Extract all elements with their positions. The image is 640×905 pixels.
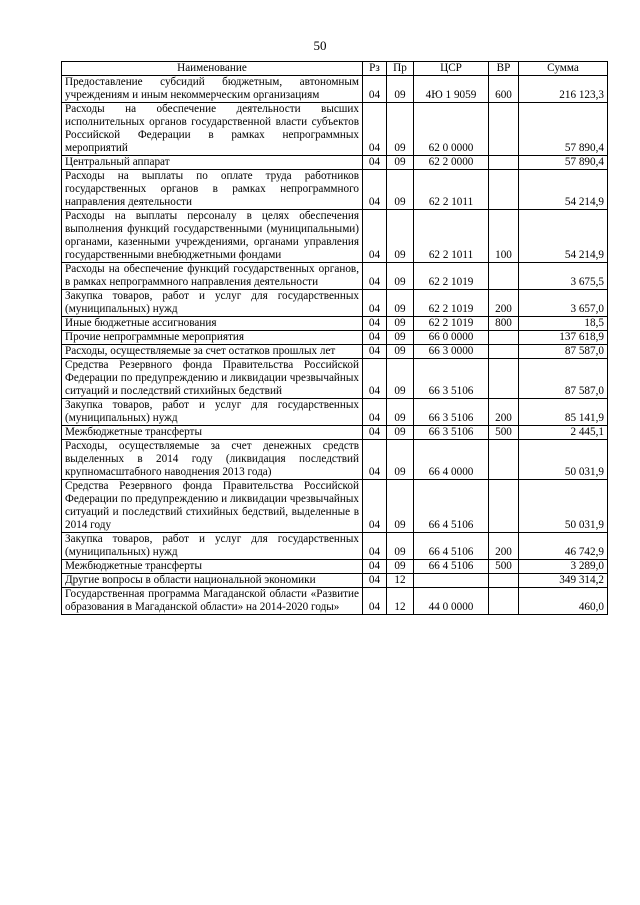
row-rz: 04 xyxy=(363,359,387,399)
row-name: Расходы, осуществляемые за счет остатков прошлых лет xyxy=(62,345,363,359)
table-row xyxy=(62,399,608,426)
table-row xyxy=(62,533,608,560)
table-row xyxy=(62,345,608,359)
row-rz: 04 xyxy=(363,574,387,588)
row-rz: 04 xyxy=(363,345,387,359)
row-csr: 62 2 1019 xyxy=(414,317,489,331)
table-row xyxy=(62,103,608,156)
row-name: Закупка товаров, работ и услуг для государственных (муниципальных) нужд xyxy=(62,290,363,317)
row-rz: 04 xyxy=(363,560,387,574)
row-csr: 62 2 1019 xyxy=(414,290,489,317)
row-csr: 66 0 0000 xyxy=(414,331,489,345)
row-pr: 09 xyxy=(387,331,414,345)
row-pr: 09 xyxy=(387,156,414,170)
row-pr: 09 xyxy=(387,290,414,317)
header-sum: Сумма xyxy=(519,62,608,76)
row-pr: 12 xyxy=(387,574,414,588)
row-pr: 09 xyxy=(387,170,414,210)
row-csr: 66 4 5106 xyxy=(414,480,489,533)
row-name: Межбюджетные трансферты xyxy=(62,426,363,440)
row-csr: 66 4 5106 xyxy=(414,533,489,560)
table-header-row xyxy=(62,62,608,76)
row-name: Средства Резервного фонда Правительства Российской Федерации по предупреждению и ликвидации чрезвычайных ситуаций и последствий стихийных бедствий xyxy=(62,359,363,399)
row-csr: 66 3 0000 xyxy=(414,345,489,359)
row-sum: 57 890,4 xyxy=(519,103,608,156)
row-rz: 04 xyxy=(363,210,387,263)
row-sum: 216 123,3 xyxy=(519,76,608,103)
row-vr xyxy=(489,331,519,345)
row-rz: 04 xyxy=(363,480,387,533)
row-rz: 04 xyxy=(363,170,387,210)
row-sum: 57 890,4 xyxy=(519,156,608,170)
row-vr: 100 xyxy=(489,210,519,263)
row-csr: 66 3 5106 xyxy=(414,426,489,440)
row-pr: 09 xyxy=(387,103,414,156)
row-vr xyxy=(489,345,519,359)
row-rz: 04 xyxy=(363,588,387,615)
row-name: Расходы на обеспечение деятельности высших исполнительных органов государственной власти субъектов Российской Федерации в рамках непрограммных мероприятий xyxy=(62,103,363,156)
row-pr: 09 xyxy=(387,359,414,399)
row-rz: 04 xyxy=(363,76,387,103)
header-csr: ЦСР xyxy=(414,62,489,76)
row-name: Расходы, осуществляемые за счет денежных средств выделенных в 2014 году (ликвидация последствий крупномасштабного наводнения 2013 года) xyxy=(62,440,363,480)
table-row xyxy=(62,480,608,533)
row-sum: 460,0 xyxy=(519,588,608,615)
row-name: Закупка товаров, работ и услуг для государственных (муниципальных) нужд xyxy=(62,399,363,426)
row-vr xyxy=(489,359,519,399)
row-vr: 200 xyxy=(489,533,519,560)
row-csr: 62 2 1011 xyxy=(414,170,489,210)
table-row xyxy=(62,359,608,399)
row-sum: 50 031,9 xyxy=(519,480,608,533)
row-sum: 18,5 xyxy=(519,317,608,331)
table-row xyxy=(62,426,608,440)
table-row xyxy=(62,156,608,170)
row-vr: 200 xyxy=(489,399,519,426)
page-number: 50 xyxy=(313,38,327,53)
table-row xyxy=(62,331,608,345)
row-csr: 4Ю 1 9059 xyxy=(414,76,489,103)
header-name: Наименование xyxy=(62,62,363,76)
row-sum: 50 031,9 xyxy=(519,440,608,480)
header-pr: Пр xyxy=(387,62,414,76)
row-vr: 600 xyxy=(489,76,519,103)
row-vr: 500 xyxy=(489,426,519,440)
row-name: Расходы на выплаты по оплате труда работников государственных органов в рамках непрограммного направления деятельности xyxy=(62,170,363,210)
table-row xyxy=(62,170,608,210)
row-csr xyxy=(414,574,489,588)
row-sum: 137 618,9 xyxy=(519,331,608,345)
row-rz: 04 xyxy=(363,103,387,156)
row-rz: 04 xyxy=(363,290,387,317)
row-rz: 04 xyxy=(363,440,387,480)
row-csr: 62 0 0000 xyxy=(414,103,489,156)
row-csr: 62 2 1019 xyxy=(414,263,489,290)
row-rz: 04 xyxy=(363,331,387,345)
row-sum: 85 141,9 xyxy=(519,399,608,426)
row-vr: 500 xyxy=(489,560,519,574)
row-pr: 09 xyxy=(387,345,414,359)
row-vr xyxy=(489,170,519,210)
row-pr: 12 xyxy=(387,588,414,615)
row-name: Межбюджетные трансферты xyxy=(62,560,363,574)
row-vr xyxy=(489,103,519,156)
row-sum: 46 742,9 xyxy=(519,533,608,560)
row-csr: 66 4 0000 xyxy=(414,440,489,480)
row-sum: 54 214,9 xyxy=(519,170,608,210)
row-pr: 09 xyxy=(387,210,414,263)
row-name: Закупка товаров, работ и услуг для государственных (муниципальных) нужд xyxy=(62,533,363,560)
row-rz: 04 xyxy=(363,263,387,290)
row-name: Иные бюджетные ассигнования xyxy=(62,317,363,331)
row-vr xyxy=(489,156,519,170)
table-row xyxy=(62,76,608,103)
header-rz: Рз xyxy=(363,62,387,76)
row-name: Предоставление субсидий бюджетным, автономным учреждениям и иным некоммерческим организациям xyxy=(62,76,363,103)
row-sum: 87 587,0 xyxy=(519,345,608,359)
row-sum: 3 657,0 xyxy=(519,290,608,317)
table-row xyxy=(62,440,608,480)
row-name: Государственная программа Магаданской области «Развитие образования в Магаданской области» на 2014-2020 годы» xyxy=(62,588,363,615)
row-pr: 09 xyxy=(387,426,414,440)
row-vr xyxy=(489,440,519,480)
row-sum: 3 675,5 xyxy=(519,263,608,290)
table-row xyxy=(62,210,608,263)
budget-table xyxy=(61,61,608,615)
row-name: Расходы на выплаты персоналу в целях обеспечения выполнения функций государственными (муниципальными) органами, казенными учреждениями, органами управления государственными внебюджетными фондами xyxy=(62,210,363,263)
row-name: Центральный аппарат xyxy=(62,156,363,170)
row-csr: 44 0 0000 xyxy=(414,588,489,615)
row-rz: 04 xyxy=(363,399,387,426)
row-name: Прочие непрограммные мероприятия xyxy=(62,331,363,345)
row-rz: 04 xyxy=(363,533,387,560)
row-name: Другие вопросы в области национальной экономики xyxy=(62,574,363,588)
row-name: Расходы на обеспечение функций государственных органов, в рамках непрограммного направления деятельности xyxy=(62,263,363,290)
row-vr: 200 xyxy=(489,290,519,317)
row-pr: 09 xyxy=(387,560,414,574)
row-pr: 09 xyxy=(387,263,414,290)
row-csr: 62 2 1011 xyxy=(414,210,489,263)
row-sum: 2 445,1 xyxy=(519,426,608,440)
row-vr xyxy=(489,588,519,615)
row-vr xyxy=(489,574,519,588)
row-rz: 04 xyxy=(363,317,387,331)
row-pr: 09 xyxy=(387,533,414,560)
table-row xyxy=(62,574,608,588)
table-row xyxy=(62,263,608,290)
row-vr xyxy=(489,263,519,290)
row-pr: 09 xyxy=(387,399,414,426)
row-pr: 09 xyxy=(387,317,414,331)
table-row xyxy=(62,588,608,615)
row-pr: 09 xyxy=(387,76,414,103)
row-csr: 66 4 5106 xyxy=(414,560,489,574)
row-vr: 800 xyxy=(489,317,519,331)
row-sum: 349 314,2 xyxy=(519,574,608,588)
table-row xyxy=(62,317,608,331)
table-body xyxy=(62,76,608,615)
row-csr: 66 3 5106 xyxy=(414,399,489,426)
row-vr xyxy=(489,480,519,533)
row-sum: 87 587,0 xyxy=(519,359,608,399)
row-csr: 62 2 0000 xyxy=(414,156,489,170)
row-rz: 04 xyxy=(363,426,387,440)
header-vr: ВР xyxy=(489,62,519,76)
row-sum: 54 214,9 xyxy=(519,210,608,263)
row-pr: 09 xyxy=(387,440,414,480)
row-rz: 04 xyxy=(363,156,387,170)
row-csr: 66 3 5106 xyxy=(414,359,489,399)
row-sum: 3 289,0 xyxy=(519,560,608,574)
table-row xyxy=(62,290,608,317)
row-name: Средства Резервного фонда Правительства Российской Федерации по предупреждению и ликвидации чрезвычайных ситуаций и последствий стихийных бедствий, выделенные в 2014 году xyxy=(62,480,363,533)
table-row xyxy=(62,560,608,574)
row-pr: 09 xyxy=(387,480,414,533)
